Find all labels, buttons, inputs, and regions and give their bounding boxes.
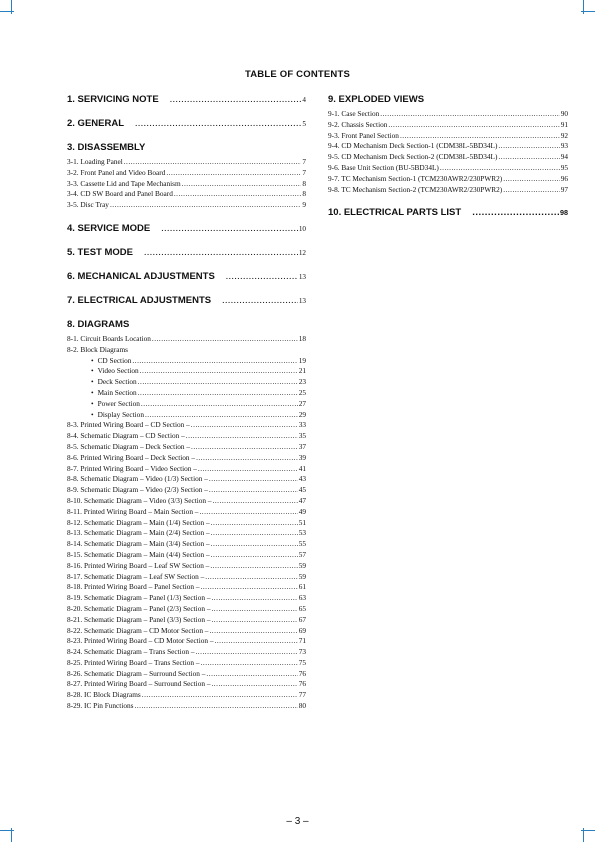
entry-page-number: 97	[560, 184, 568, 194]
entry-page-number: 76	[298, 679, 306, 689]
entry-title: 8-1. Circuit Boards Location	[67, 333, 151, 343]
dot-leader	[209, 626, 297, 637]
page-title: TABLE OF CONTENTS	[244, 69, 351, 80]
entry-title: 3-1. Loading Panel	[67, 157, 123, 166]
toc-entry	[67, 179, 306, 190]
section-title: 6. MECHANICAL ADJUSTMENTS	[67, 270, 215, 282]
toc-section-heading	[328, 94, 568, 106]
entry-page-number: 8	[302, 189, 306, 199]
dot-leader	[213, 496, 298, 507]
toc-entry	[67, 690, 306, 701]
toc-entry	[67, 496, 306, 507]
entry-page-number: 59	[298, 571, 306, 581]
entry-page-number: 39	[298, 452, 306, 462]
entry-page-number: 77	[298, 690, 306, 700]
entry-page-number: 53	[298, 528, 306, 538]
section-page-number: 10	[298, 224, 306, 233]
entry-page-number: 69	[298, 625, 306, 635]
section-page-number: 5	[302, 120, 306, 128]
section-title: 8. DIAGRAMS	[67, 318, 130, 330]
entry-page-number: 76	[298, 668, 306, 678]
entry-page-number: 33	[298, 420, 306, 430]
toc-entry	[67, 464, 306, 475]
toc-section-heading	[67, 223, 306, 235]
dot-leader	[400, 131, 560, 142]
toc-entry	[328, 174, 568, 185]
entry-page-number: 51	[298, 517, 306, 527]
entry-title: 9-8. TC Mechanism Section-2 (TCM230AWR2/230PWR2)	[328, 184, 503, 194]
dot-leader	[196, 453, 298, 464]
toc-entry	[67, 399, 306, 410]
dot-leader	[144, 247, 298, 259]
toc-entry	[67, 366, 306, 377]
toc-section-heading	[67, 247, 306, 259]
dot-leader	[211, 593, 297, 604]
entry-title: • Power Section	[91, 399, 140, 410]
dot-leader	[182, 179, 302, 190]
entry-page-number: 9	[302, 200, 306, 210]
toc-entry	[67, 474, 306, 485]
dot-leader	[388, 120, 559, 131]
toc-section-heading	[67, 118, 306, 130]
dot-leader	[199, 507, 297, 518]
dot-leader	[498, 152, 559, 163]
dot-leader	[211, 604, 297, 615]
toc-entry	[328, 163, 568, 174]
toc-entry	[67, 442, 306, 453]
toc-entry	[67, 626, 306, 637]
section-page-number: 4	[302, 96, 306, 104]
entry-title: 8-9. Schematic Diagram – Video (2/3) Section –	[67, 485, 208, 495]
toc-right-column	[328, 94, 568, 219]
entry-title: 8-24. Schematic Diagram – Trans Section –	[67, 647, 195, 657]
toc-entry	[67, 539, 306, 550]
dot-leader	[222, 295, 298, 307]
toc-section-heading	[67, 271, 306, 283]
entry-title: 9-2. Chassis Section	[328, 119, 388, 129]
entry-title: 8-29. IC Pin Functions	[67, 701, 134, 711]
toc-entry	[67, 636, 306, 647]
entry-title: 8-7. Printed Wiring Board – Video Section –	[67, 463, 197, 473]
dot-leader	[209, 474, 298, 485]
section-title: 7. ELECTRICAL ADJUSTMENTS	[67, 294, 212, 306]
section-page-number: 98	[560, 208, 568, 218]
entry-page-number: 25	[298, 387, 306, 397]
toc-section-heading	[328, 207, 568, 219]
entry-title: 8-4. Schematic Diagram – CD Section –	[67, 431, 185, 441]
section-title: 10. ELECTRICAL PARTS LIST	[328, 207, 462, 219]
entry-page-number: 41	[298, 463, 306, 473]
entry-title: 8-21. Schematic Diagram – Panel (3/3) Section –	[67, 614, 211, 624]
entry-page-number: 73	[298, 647, 306, 657]
dot-leader	[211, 679, 297, 690]
entry-title: 8-11. Printed Wiring Board – Main Section –	[67, 506, 199, 516]
toc-section-heading	[67, 295, 306, 307]
entry-title: 8-23. Printed Wiring Board – CD Motor Section –	[67, 636, 214, 646]
toc-entry	[67, 528, 306, 539]
entry-title: 3-5. Disc Tray	[67, 200, 109, 210]
toc-entry	[67, 356, 306, 367]
entry-page-number: 96	[560, 173, 568, 183]
toc-entry	[67, 679, 306, 690]
dot-leader	[503, 174, 560, 185]
entry-page-number: 67	[298, 614, 306, 624]
entry-title: 3-3. Cassette Lid and Tape Mechanism	[67, 178, 181, 188]
toc-entry	[67, 572, 306, 583]
entry-page-number: 21	[298, 366, 306, 376]
entry-page-number: 80	[298, 701, 306, 711]
entry-page-number: 19	[298, 355, 306, 365]
entry-title: 8-16. Printed Wiring Board – Leaf SW Section –	[67, 560, 210, 570]
dot-leader	[195, 647, 297, 658]
dot-leader	[140, 366, 298, 377]
dot-leader	[201, 582, 298, 593]
section-title: 1. SERVICING NOTE	[67, 94, 159, 105]
entry-page-number: 47	[298, 495, 306, 505]
entry-page-number: 35	[298, 431, 306, 441]
entry-title: 8-10. Schematic Diagram – Video (3/3) Section –	[67, 495, 212, 505]
entry-title: 8-17. Schematic Diagram – Leaf SW Section –	[67, 571, 205, 581]
toc-entry	[67, 388, 306, 399]
toc-entry	[67, 189, 306, 200]
dot-leader	[152, 334, 298, 345]
dot-leader	[503, 185, 560, 196]
toc-entry	[67, 453, 306, 464]
entry-page-number: 8	[302, 178, 306, 188]
dot-leader	[191, 442, 298, 453]
entry-page-number: 94	[560, 152, 568, 162]
dot-leader	[110, 200, 301, 211]
section-title: 3. DISASSEMBLY	[67, 142, 146, 153]
entry-title: 8-28. IC Block Diagrams	[67, 690, 141, 700]
entry-page-number: 23	[298, 377, 306, 387]
entry-page-number: 37	[298, 441, 306, 451]
section-title: 9. EXPLODED VIEWS	[328, 94, 425, 105]
entry-page-number: 27	[298, 398, 306, 408]
dot-leader	[170, 94, 302, 106]
entry-title: • Video Section	[91, 366, 139, 377]
toc-entry	[67, 420, 306, 431]
entry-title: 9-7. TC Mechanism Section-1 (TCM230AWR2/230PWR2)	[328, 173, 503, 183]
dot-leader	[166, 168, 301, 179]
entry-title: • Main Section	[91, 388, 137, 399]
toc-section-heading	[67, 142, 306, 154]
entry-page-number: 71	[298, 636, 306, 646]
entry-title: 3-4. CD SW Board and Panel Board	[67, 189, 173, 199]
toc-entry	[67, 507, 306, 518]
entry-page-number: 55	[298, 539, 306, 549]
dot-leader	[138, 377, 298, 388]
entry-page-number: 43	[298, 474, 306, 484]
toc-entry	[67, 615, 306, 626]
dot-leader	[145, 410, 298, 421]
entry-title: 8-18. Printed Wiring Board – Panel Section –	[67, 582, 200, 592]
entry-page-number: 29	[298, 409, 306, 419]
dot-leader	[472, 207, 559, 219]
dot-leader	[498, 141, 559, 152]
dot-leader	[215, 636, 298, 647]
entry-page-number: 7	[302, 167, 306, 177]
toc-entry	[67, 485, 306, 496]
dot-leader	[124, 157, 302, 168]
entry-title: 8-27. Printed Wiring Board – Surround Section –	[67, 679, 211, 689]
entry-title: 9-4. CD Mechanism Deck Section-1 (CDM38L-5BD34L)	[328, 141, 498, 151]
page-number: – 3 –	[286, 816, 309, 827]
toc-entry	[328, 141, 568, 152]
dot-leader	[226, 271, 298, 283]
entry-title: 8-3. Printed Wiring Board – CD Section –	[67, 420, 190, 430]
toc-entry	[67, 561, 306, 572]
toc-entry	[67, 550, 306, 561]
entry-page-number: 65	[298, 603, 306, 613]
entry-title: 8-5. Schematic Diagram – Deck Section –	[67, 441, 190, 451]
entry-page-number: 45	[298, 485, 306, 495]
dot-leader	[161, 223, 298, 235]
entry-title: 8-6. Printed Wiring Board – Deck Section –	[67, 452, 196, 462]
entry-title: 9-6. Base Unit Section (BU-5BD34L)	[328, 162, 439, 172]
toc-entry	[67, 593, 306, 604]
dot-leader	[440, 163, 560, 174]
dot-leader	[142, 690, 298, 701]
entry-title: 9-1. Case Section	[328, 109, 380, 118]
section-title: 5. TEST MODE	[67, 246, 133, 258]
entry-title: • CD Section	[91, 356, 131, 367]
dot-leader	[138, 388, 298, 399]
toc-section-heading	[67, 319, 306, 331]
entry-title: 8-25. Printed Wiring Board – Trans Section –	[67, 657, 200, 667]
dot-leader	[132, 356, 297, 367]
entry-page-number: 59	[298, 560, 306, 570]
toc-entry	[328, 152, 568, 163]
dot-leader	[201, 658, 298, 669]
toc-entry	[67, 669, 306, 680]
toc-entry	[67, 200, 306, 211]
entry-title: 8-14. Schematic Diagram – Main (3/4) Section –	[67, 539, 210, 549]
dot-leader	[135, 701, 298, 712]
entry-title: 8-15. Schematic Diagram – Main (4/4) Section –	[67, 549, 210, 559]
toc-entry	[67, 168, 306, 179]
entry-page-number: 75	[298, 657, 306, 667]
toc-entry	[67, 701, 306, 712]
entry-title: 3-2. Front Panel and Video Board	[67, 167, 166, 177]
entry-title: 8-26. Schematic Diagram – Surround Section –	[67, 668, 206, 678]
entry-title: 8-13. Schematic Diagram – Main (2/4) Section –	[67, 528, 210, 538]
dot-leader	[206, 669, 297, 680]
entry-page-number: 90	[560, 109, 568, 118]
entry-title: 8-19. Schematic Diagram – Panel (1/3) Section –	[67, 593, 211, 603]
entry-title: 8-8. Schematic Diagram – Video (1/3) Section –	[67, 474, 208, 484]
entry-title: • Display Section	[91, 410, 144, 421]
dot-leader	[174, 189, 301, 200]
dot-leader	[205, 572, 297, 583]
toc-entry	[67, 604, 306, 615]
entry-page-number: 91	[560, 119, 568, 129]
entry-title: 9-5. CD Mechanism Deck Section-2 (CDM38L-5BD34L)	[328, 152, 498, 162]
dot-leader	[211, 528, 298, 539]
entry-title: 8-2. Block Diagrams	[67, 344, 128, 354]
entry-page-number: 57	[298, 549, 306, 559]
toc-entry	[67, 377, 306, 388]
section-page-number: 13	[298, 272, 306, 281]
dot-leader	[211, 550, 298, 561]
toc-entry	[67, 334, 306, 345]
dot-leader	[135, 118, 301, 130]
toc-entry	[67, 345, 306, 356]
toc-entry	[67, 431, 306, 442]
entry-page-number: 61	[298, 582, 306, 592]
toc-entry	[328, 131, 568, 142]
dot-leader	[210, 561, 297, 572]
entry-title: 8-22. Schematic Diagram – CD Motor Section –	[67, 625, 209, 635]
dot-leader	[198, 464, 298, 475]
section-page-number: 12	[298, 248, 306, 257]
toc-entry	[328, 109, 568, 120]
dot-leader	[211, 615, 297, 626]
toc-entry	[328, 185, 568, 196]
toc-entry	[328, 120, 568, 131]
dot-leader	[209, 485, 298, 496]
dot-leader	[191, 420, 298, 431]
entry-page-number: 93	[560, 141, 568, 151]
entry-title: 8-12. Schematic Diagram – Main (1/4) Section –	[67, 517, 210, 527]
entry-page-number: 95	[560, 162, 568, 172]
toc-left-column	[67, 94, 306, 712]
toc-entry	[67, 518, 306, 529]
toc-entry	[67, 647, 306, 658]
entry-title: 8-20. Schematic Diagram – Panel (2/3) Section –	[67, 603, 211, 613]
section-title: 2. GENERAL	[67, 118, 125, 129]
section-page-number: 13	[298, 296, 306, 305]
entry-page-number: 49	[298, 506, 306, 516]
toc-entry	[67, 157, 306, 168]
entry-page-number: 7	[302, 157, 306, 166]
toc-entry	[67, 410, 306, 421]
dot-leader	[380, 109, 559, 120]
entry-title: 9-3. Front Panel Section	[328, 130, 399, 140]
entry-title: • Deck Section	[91, 377, 137, 388]
section-title: 4. SERVICE MODE	[67, 222, 151, 234]
dot-leader	[211, 539, 298, 550]
toc-entry	[67, 582, 306, 593]
toc-entry	[67, 658, 306, 669]
entry-page-number: 63	[298, 593, 306, 603]
dot-leader	[186, 431, 298, 442]
entry-page-number: 18	[298, 333, 306, 343]
toc-section-heading	[67, 94, 306, 106]
dot-leader	[211, 518, 298, 529]
dot-leader	[141, 399, 298, 410]
entry-page-number: 92	[560, 130, 568, 140]
